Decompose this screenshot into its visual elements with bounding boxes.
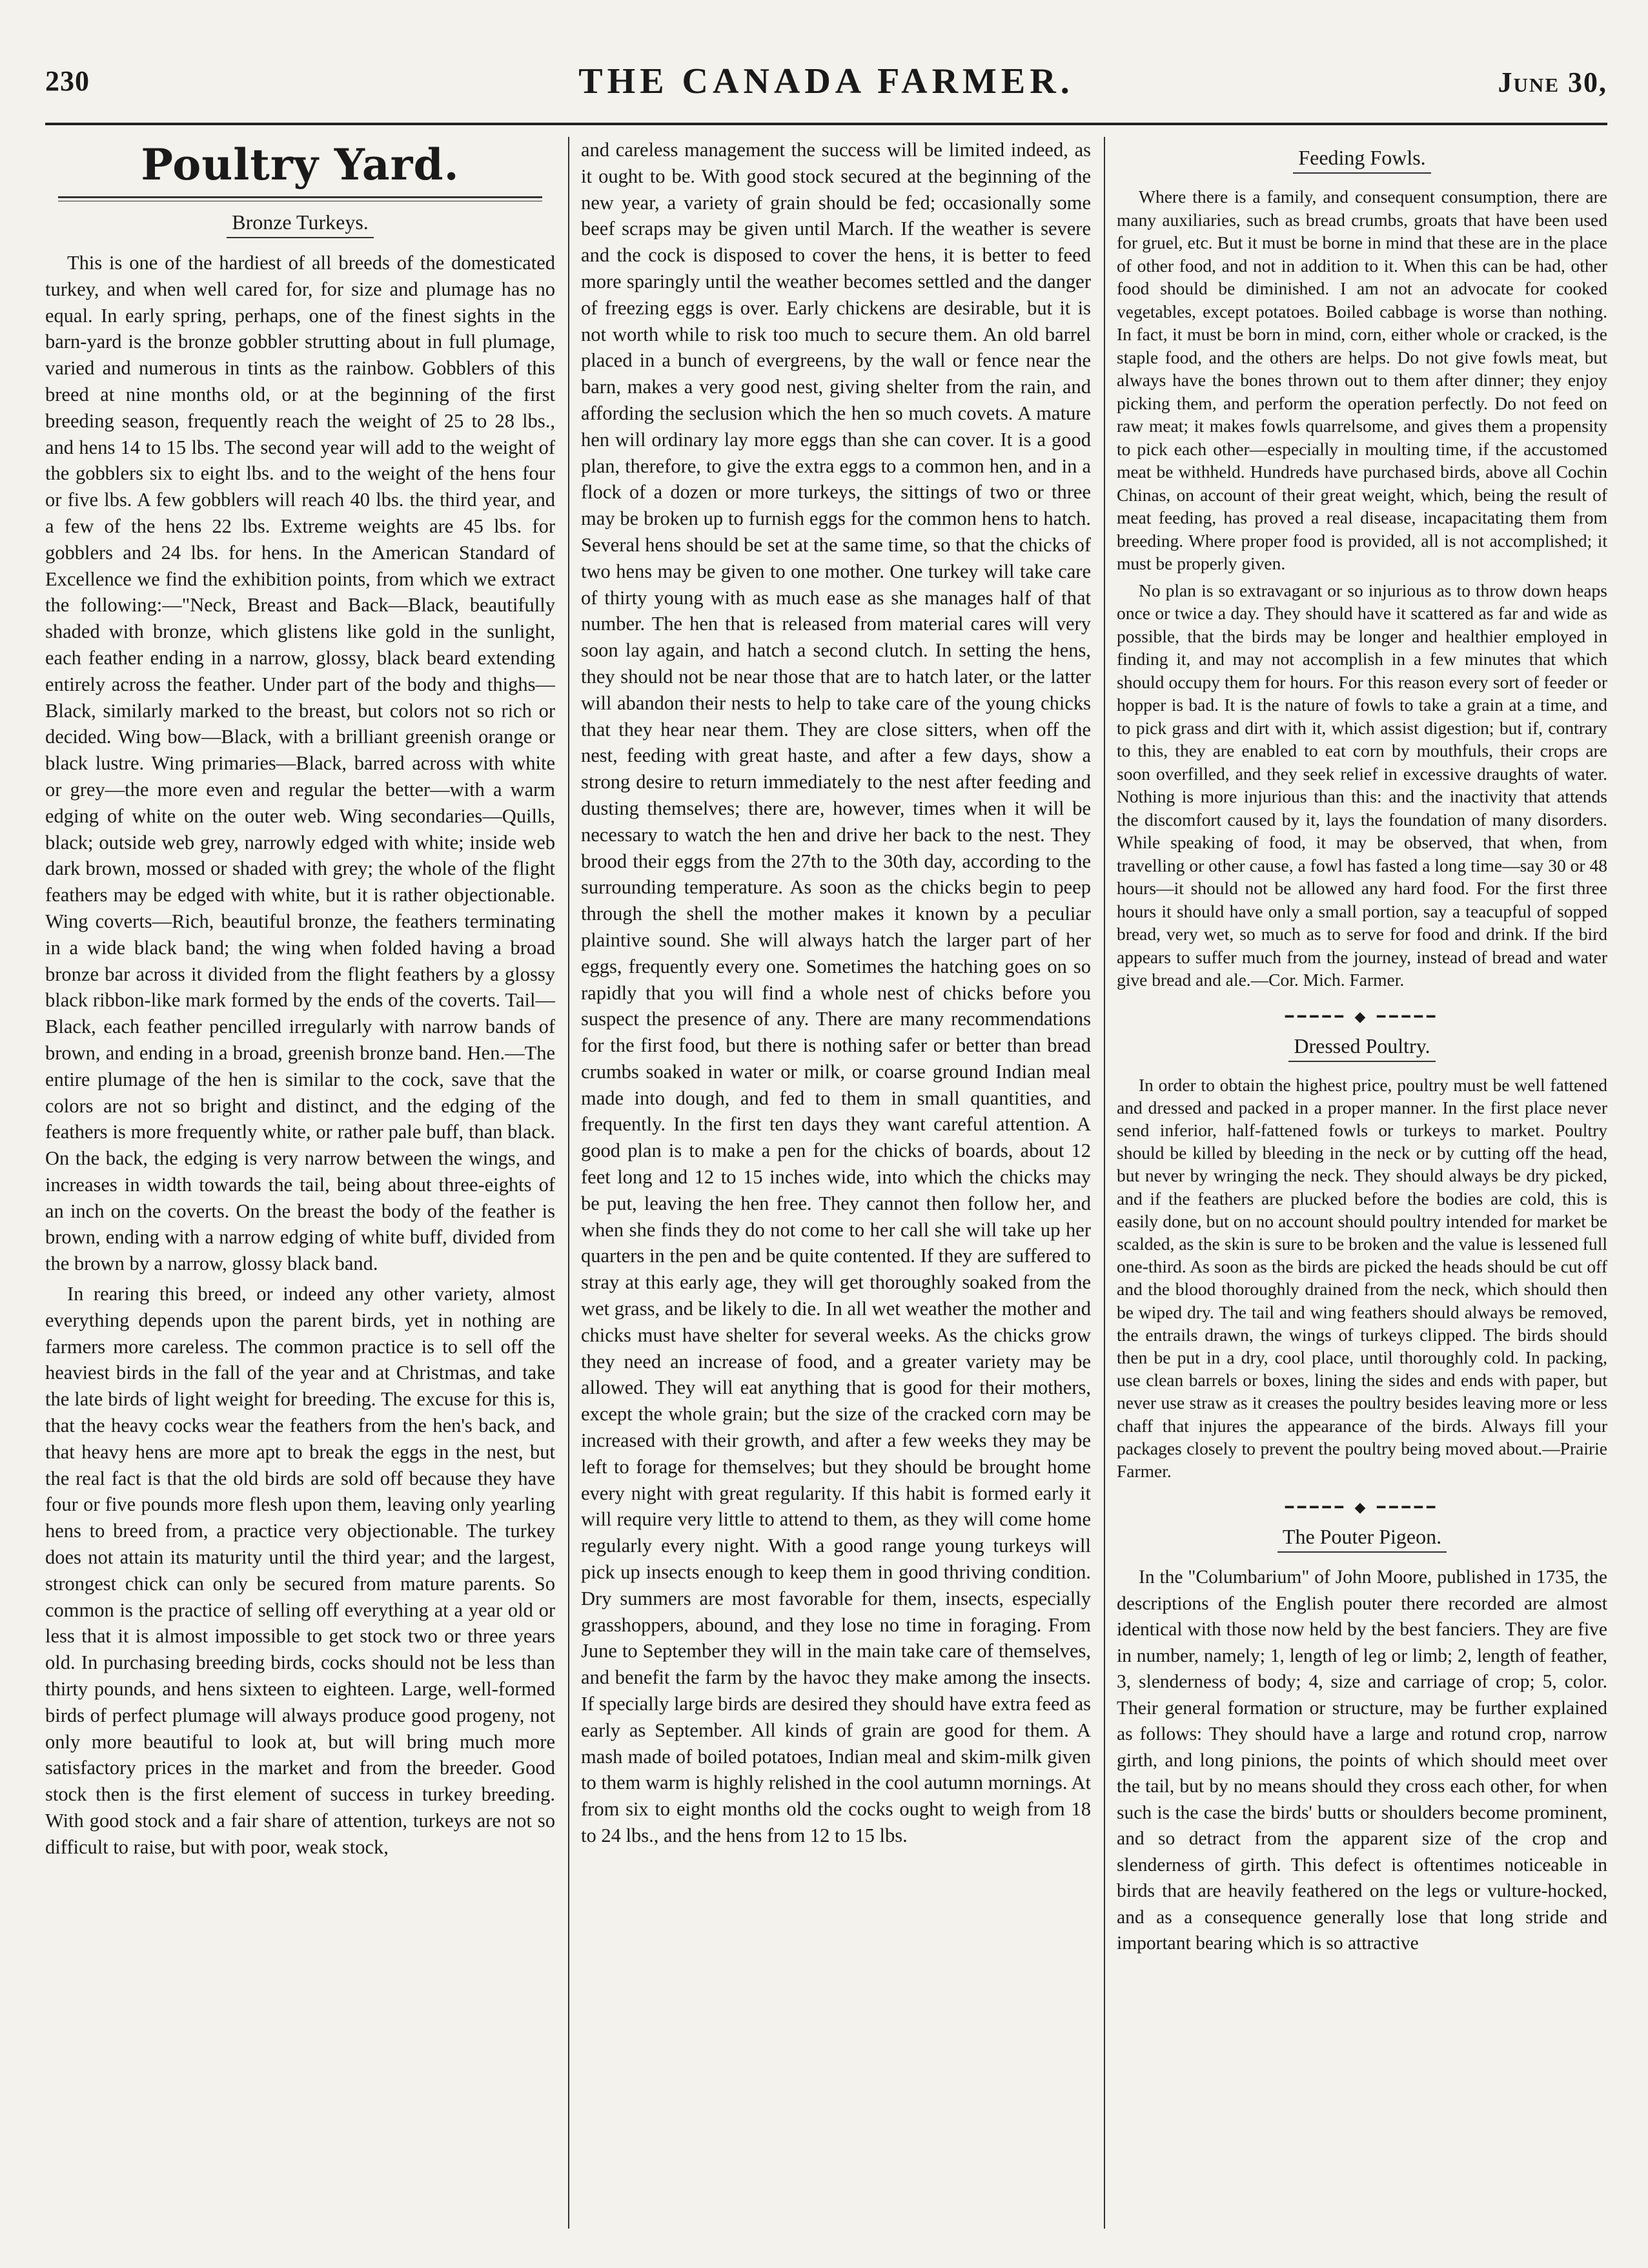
article-paragraph-continued: and careless management the success will be limited indeed, as it ought to be. With good stock secured at the beginning of the new year, a variety of grain should be fed; occasionally some beef scraps may be given until March. If the weather is severe and the cock is disposed to cover the hens, it is better to feed more sparingly until the weather becomes settled and the danger of freezing eggs is over. Early chickens are desirable, but it is not worth while to risk too much to secure them. An old barrel placed in a bunch of evergreens, by the wall or fence near the barn, makes a very good nest, giving shelter from the rain, and affording the seclusion which the hen so much covets. A mature hen will ordinary lay more eggs than she can cover. It is a good plan, therefore, to give the extra eggs to a common hen, and in a flock of a dozen or more turkeys, the sittings of two or three may be broken up to furnish eggs for the common hens to hatch. Several hens should be set at the same time, so that the chicks of two hens may be given to one mother. One turkey will take care of thirty young with as much ease as she manages half of that number. The hen that is released from material cares will very soon lay again, and hatch a second clutch. In setting the hens, they should not be near those that are to hatch later, or the latter will abandon their nests to help to take care of the young chicks that they hear near them. They are close sitters, when off the nest, feeding with great haste, and after a few days, show a strong desire to return immediately to the nest after feeding and dusting themselves; there are, however, times when it will be necessary to watch the hen and drive her back to the nest. They brood their eggs from the 27th to the 30th day, according to the surrounding temperature. As soon as the chicks begin to peep through the shell the mother makes it known by a peculiar plaintive sound. She will always hatch the larger part of her eggs, frequently every one. Sometimes the hatching goes on so rapidly that you will find a whole nest of chicks before you suspect the presence of any. There are many recommendations for the first food, but there is nothing safer or better than bread crumbs soaked in water or milk, or coarse ground Indian meal made into dough, and fed to them in small quantities, and frequently. In the first ten days they want careful attention. A good plan is to make a pen for the chicks of boards, about 12 feet long and 12 to 15 inches wide, into which the chicks may be put, leaving the hen free. They cannot then follow her, and when she finds they do not come to her call she will take up her quarters in the pen and be quite contented. If they are suffered to stray at this early age, they will get thoroughly soaked from the wet grass, and be likely to die. In all wet weather the mother and chicks must have shelter for several weeks. As the chicks grow they need an increase of food, and a greater variety may be allowed. They will eat anything that is good for their mothers, except the whole grain; but the size of the cracked corn may be increased with their growth, and after a few weeks they may be left to forage for themselves; but they should be brought home every night with great regularity. If this habit is formed early it will require very little to attend to them, as they will come home regularly every night. With a good range young turkeys will pick up insects enough to keep them in good thriving condition. Dry summers are most favorable for them, insects, especially grasshoppers, abound, and they lose no time in foraging. From June to September they will in the main take care of themselves, and benefit the farm by the havoc they make among the insects. If specially large birds are desired they should have extra feed as early as September. All kinds of grain are good for them. A mash made of boiled potatoes, Indian meal and skim-milk given to them warm is highly relished in the cool autumn mornings. At from six to eight months old the cocks ought to weigh from 18 to 24 lbs., and the hens from 12 to 15 lbs. [581,139,1091,1846]
newspaper-page [45,52,1607,2234]
section-divider-ornament: ━━━━━ ◆ ━━━━━ [1285,1008,1439,1025]
page-header [45,52,1607,125]
article-paragraph: In the "Columbarium" of John Moore, published in 1735, the descriptions of the English pouter there recorded are almost identical with those now held by the best fanciers. They are five in number, namely; 1, length of leg or limb; 2, length of feather, 3, slenderness of body; 4, size and carriage of crop; 5, color. Their general formation or structure, may be further explained as follows: They should have a large and rotund crop, narrow girth, and long pinions, the points of which should meet over the tail, but by no means should they cross each other, for when such is the case the birds' butts or shoulders become prominent, and so detract from the apparent size of the crop and slenderness of girth. This defect is oftentimes noticeable in birds that are heavily feathered on the legs or vulture-hocked, and as a consequence generally lose that long stride and important bearing which is so attractive [1117,1567,1607,1954]
article-title-dressed-poultry: Dressed Poultry. [1117,1034,1607,1062]
article-title-feeding-fowls: Feeding Fowls. [1117,146,1607,174]
column-3 [1117,137,1607,2229]
article-paragraph: No plan is so extravagant or so injurious as to throw down heaps once or twice a day. They should have it scattered as far and wide as possible, that the birds may be longer and healthier employed in finding it, and may not accomplish in a few minutes that which should occupy them for hours. For this reason every sort of feeder or hopper is bad. It is the nature of fowls to take a grain at a time, and to pick grass and dirt with it, which assist digestion; but if, contrary to this, they are enabled to eat corn by mouthfuls, their crops are soon overfilled, and they seek relief in excessive draughts of water. Nothing is more injurious than this: and the inactivity that attends the discomfort caused by it, lays the foundation of many disorders. While speaking of food, it may be observed, that when, from travelling or other cause, a fowl has fasted a long time—say 30 or 48 hours—it should not be allowed any hard food. For the first three hours it should have only a small portion, say a teacupful of sopped bread, very wet, so much as to serve for food and drink. If the bird appears to suffer much from the journey, instead of bread and water give bread and ale.—Cor. Mich. Farmer. [1117,580,1607,990]
article-dressed-poultry [1117,1034,1607,1483]
article-paragraph: In order to obtain the highest price, poultry must be well fattened and dressed and packed in a proper manner. In the first place never send inferior, half-fattened fowls or turkeys to market. Poultry should be killed by bleeding in the neck or by cutting off the head, but never by wringing the neck. They should always be dry picked, and if the feathers are plucked before the bodies are cold, this is easily done, but on no account should poultry intended for market be scalded, as the skin is sure to be broken and the value is lessened full one-third. As soon as the birds are picked the heads should be cut off and the blood thoroughly drained from the neck, which should then be wiped dry. The tail and wing feathers should always be removed, the entrails drawn, the wings of turkeys clipped. The birds should then be put in a dry, cool place, until thoroughly cold. In packing, use clean barrels or boxes, lining the sides and ends with paper, but never use straw as it creases the poultry besides leaving more or less chaff that injures the appearance of the birds. Always fill your packages closely to prevent the poultry being moved about.—Prairie Farmer. [1117,1074,1607,1481]
article-title-pouter-pigeon: The Pouter Pigeon. [1117,1525,1607,1553]
department-heading: Poultry Yard. [141,139,460,190]
page-number: 230 [45,65,90,97]
column-rule [568,137,569,2229]
heading-divider [58,196,542,201]
issue-date: June 30, [1498,66,1607,98]
article-pouter-pigeon [1117,1525,1607,1957]
column-1 [45,137,555,2229]
article-paragraph: This is one of the hardiest of all breeds of the domesticated turkey, and when well cared for, for size and plumage has no equal. In early spring, perhaps, one of the finest sights in the barn-yard is the bronze gobbler strutting about in full plumage, varied and numerous in tints as the rainbow. Gobblers of this breed at nine months old, or at the beginning of the first breeding season, frequently reach the weight of 25 to 28 lbs., and hens 14 to 15 lbs. The second year will add to the weight of the gobblers six to eight lbs. and to the weight of the hens four or five lbs. A few gobblers will reach 40 lbs. the third year, and a few of the hens 22 lbs. Extreme weights are 45 lbs. for gobblers and 24 lbs. for hens. In the American Standard of Excellence we find the exhibition points, from which we extract the following:—"Neck, Breast and Back—Black, beautifully shaded with bronze, which glistens like gold in the sunlight, each feather ending in a narrow, glossy, black beard extending entirely across the feather. Under part of the body and thighs—Black, similarly marked to the breast, but colors not so rich or decided. Wing bow—Black, with a brilliant greenish orange or black lustre. Wing primaries—Black, barred across with white or grey—the more even and regular the better—with a warm edging of white on the outer web. Wing secondaries—Quills, black; outside web grey, narrowly edged with white; inside web dark brown, mossed or shaded with grey; the whole of the flight feathers may be edged with white, but it is rather objectionable. Wing coverts—Rich, beautiful bronze, the feathers terminating in a wide black band; the wing when folded having a broad bronze bar across it divided from the flight feathers by a glossy black ribbon-like mark formed by the ends of the coverts. Tail—Black, each feather pencilled irregularly with narrow bands of brown, and ending in a broad, greenish bronze band. Hen.—The entire plumage of the hen is similar to the cock, save that the colors are not so bright and distinct, and the edging of the feathers is more frequently white, or rather pale buff, than black. On the back, the edging is very narrow between the wings, and increases in width towards the tail, being about three-eights of an inch on the coverts. On the breast the body of the feather is brown, ending with a narrow edging of white buff, divided from the brown by a narrow, glossy black band. [45,252,555,1275]
column-rule [1104,137,1105,2229]
article-paragraph: In rearing this breed, or indeed any other variety, almost everything depends upon the parent birds, yet in nothing are farmers more careless. The common practice is to sell off the heaviest birds in the fall of the year and at Christmas, and take the late birds of light weight for breeding. The excuse for this is, that the heavy cocks wear the feathers from the hen's back, and that heavy hens are more apt to break the eggs in the nest, but the real fact is that the old birds are sold off because they have four or five pounds more flesh upon them, leaving only yearling hens to breed from, a practice very objectionable. The turkey does not attain its maturity until the third year; and the largest, strongest chick can only be secured from mature parents. So common is the practice of selling off everything at a year old or less that it is almost impossible to get stock two or three years old. In purchasing breeding birds, cocks should not be less than thirty pounds, and hens sixteen to eighteen. Large, well-formed birds of perfect plumage will always produce good progeny, not only more beautiful to look at, but will bring much more satisfactory prices in the market and from the breeder. Good stock then is the first element of success in turkey breeding. With good stock and a fair share of attention, turkeys are not so difficult to raise, but with poor, weak stock, [45,1283,555,1858]
column-2 [581,137,1091,2229]
section-divider-ornament: ━━━━━ ◆ ━━━━━ [1285,1499,1439,1516]
article-feeding-fowls [1117,146,1607,992]
publication-title: THE CANADA FARMER. [578,61,1074,101]
article-title-bronze-turkeys: Bronze Turkeys. [45,210,555,238]
article-paragraph: Where there is a family, and consequent consumption, there are many auxiliaries, such as bread crumbs, groats that have been used for gruel, etc. But it must be borne in mind that these are in the place of other food, and not in addition to it. When this can be had, other food should be diminished. I am not an advocate for cooked vegetables, except potatoes. Boiled cabbage is worse than nothing. In fact, it must be born in mind, corn, either whole or cracked, is the staple food, and the others are helps. Do not give fowls meat, but always have the bones thrown out to them after dinner; they enjoy picking them, and perform the operation perfectly. Do not feed on raw meat; it makes fowls quarrelsome, and gives them a propensity to pick each other—especially in moulting time, if the accustomed meat be withheld. Hundreds have purchased birds, above all Cochin Chinas, on account of their great weight, which, being the result of meat feeding, has proved a real disease, incapacitating them from breeding. Where proper food is provided, all is not accomplished; it must be properly given. [1117,187,1607,573]
